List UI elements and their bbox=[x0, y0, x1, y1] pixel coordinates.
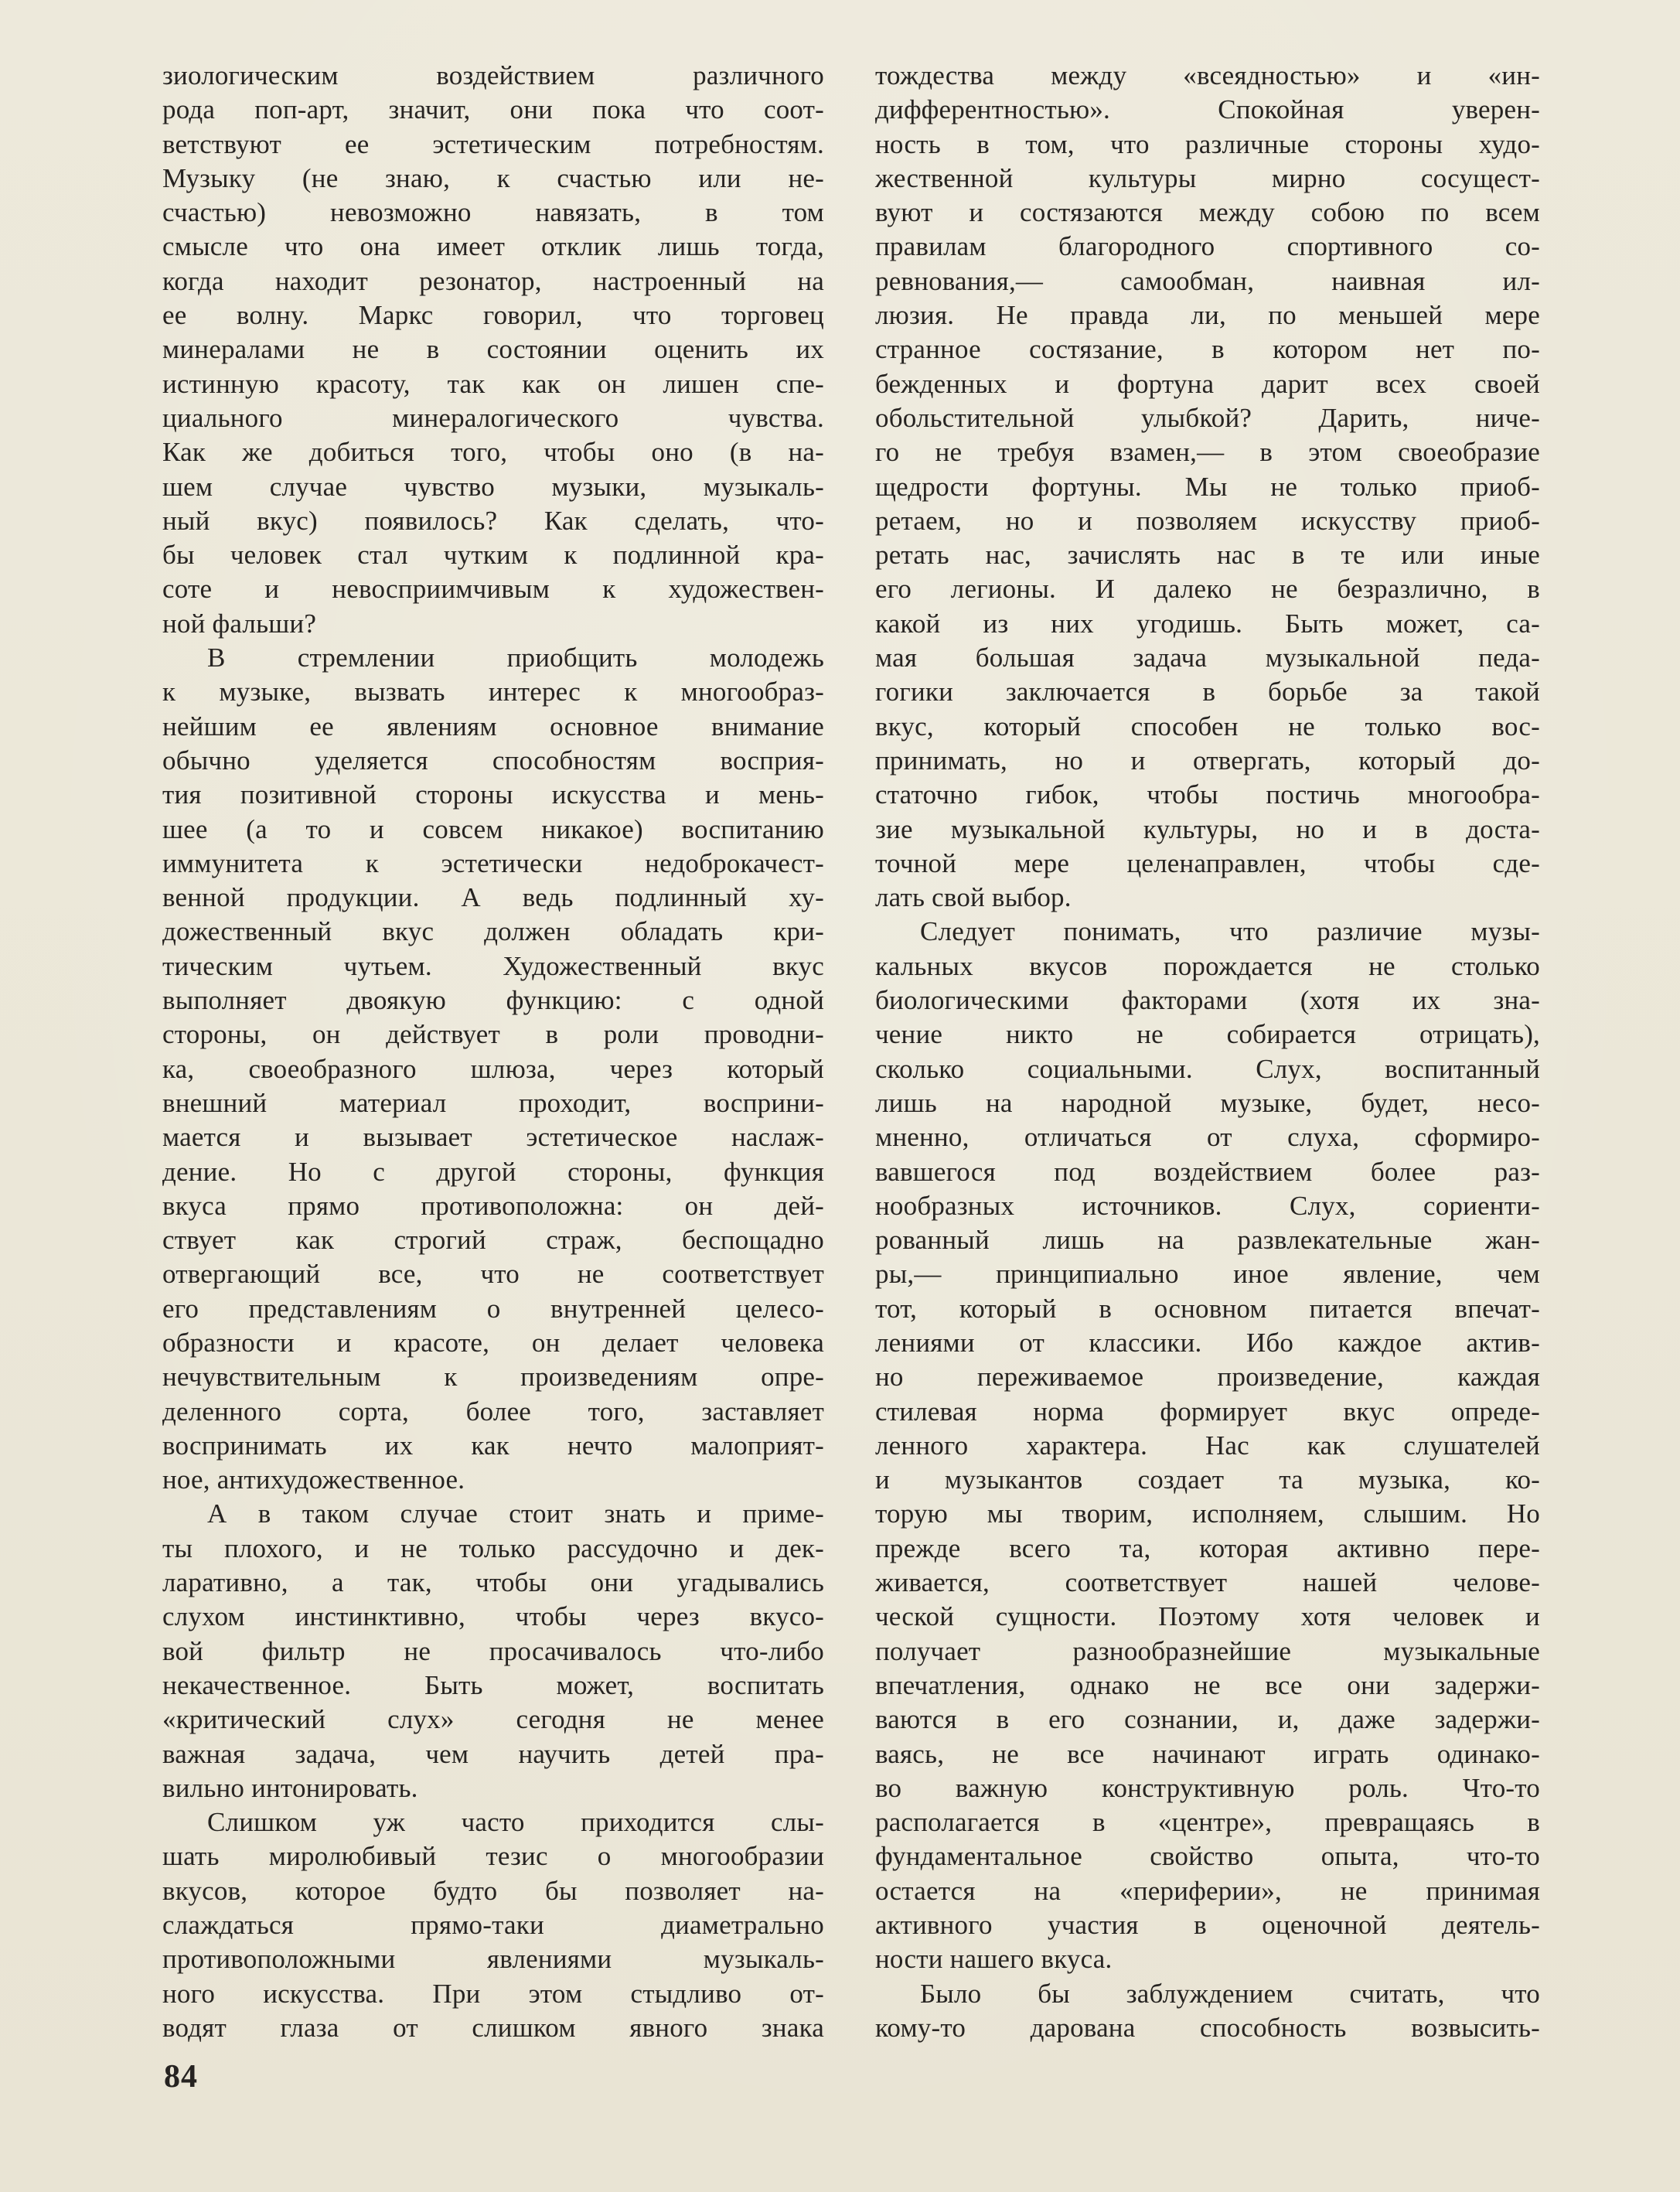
text-line: иммунитета к эстетически недоброкачест- bbox=[162, 847, 824, 878]
text-line: торую мы творим, исполняем, слышим. Но bbox=[875, 1498, 1540, 1529]
text-line: щедрости фортуны. Мы не только приоб- bbox=[875, 471, 1540, 502]
text-line: обольстительной улыбкой? Дарить, ниче- bbox=[875, 402, 1540, 433]
text-line: ее волну. Маркс говорил, что торговец bbox=[162, 300, 824, 331]
text-line: ности нашего вкуса. bbox=[875, 1944, 1113, 1975]
text-line: ларативно, а так, чтобы они угадывались bbox=[162, 1567, 824, 1598]
text-line: важная задача, чем научить детей пра- bbox=[162, 1738, 824, 1769]
text-line: располагается в «центре», превращаясь в bbox=[875, 1807, 1540, 1838]
text-line: Музыку (не знаю, к счастью или не- bbox=[162, 162, 824, 193]
text-line: мается и вызывает эстетическое наслаж- bbox=[162, 1122, 824, 1153]
text-line: когда находит резонатор, настроенный на bbox=[162, 265, 824, 296]
text-line: впечатления, однако не все они задержи- bbox=[875, 1669, 1540, 1700]
text-line: ствует как строгий страж, беспощадно bbox=[162, 1225, 824, 1256]
text-line: лениями от классики. Ибо каждое актив- bbox=[875, 1327, 1540, 1358]
text-line: сколько социальными. Слух, воспитанный bbox=[875, 1053, 1540, 1084]
text-line: его представлениям о внутренней целесо- bbox=[162, 1293, 824, 1324]
text-line: мненно, отличаться от слуха, сформиро- bbox=[875, 1122, 1540, 1153]
text-line: вкуса прямо противоположна: он дей- bbox=[162, 1190, 824, 1221]
text-line: ность в том, что различные стороны худо- bbox=[875, 128, 1540, 159]
text-line: рода поп-арт, значит, они пока что соот- bbox=[162, 94, 824, 125]
text-line: ревнования,— самообман, наивная ил- bbox=[875, 265, 1540, 296]
text-line: слухом инстинктивно, чтобы через вкусо- bbox=[162, 1601, 824, 1632]
text-line: его легионы. И далеко не безразлично, в bbox=[875, 574, 1540, 605]
text-line: В стремлении приобщить молодежь bbox=[207, 643, 824, 673]
text-line: прежде всего та, которая активно пере- bbox=[875, 1532, 1540, 1563]
text-line: лать свой выбор. bbox=[875, 882, 1072, 913]
text-line: вкус, который способен не только вос- bbox=[875, 711, 1540, 741]
text-line: выполняет двоякую функцию: с одной bbox=[162, 985, 824, 1016]
text-line: люзия. Не правда ли, по меньшей мере bbox=[875, 300, 1540, 331]
text-line: счастью) невозможно навязать, в том bbox=[162, 197, 824, 228]
text-line: живается, соответствует нашей челове- bbox=[875, 1567, 1540, 1598]
text-line: ветствуют ее эстетическим потребностям. bbox=[162, 128, 824, 159]
text-line: обычно уделяется способностям восприя- bbox=[162, 745, 824, 776]
text-line: тождества между «всеядностью» и «ин- bbox=[875, 60, 1540, 90]
text-line: тот, который в основном питается впечат- bbox=[875, 1293, 1540, 1324]
text-line: ретаем, но и позволяем искусству приоб- bbox=[875, 505, 1540, 536]
text-line: какой из них угодишь. Быть может, са- bbox=[875, 608, 1540, 639]
text-line: нейшим ее явлениям основное внимание bbox=[162, 711, 824, 741]
text-line: ры,— принципиально иное явление, чем bbox=[875, 1259, 1540, 1290]
text-line: деленного сорта, более того, заставляет bbox=[162, 1396, 824, 1427]
text-line: истинную красоту, так как он лишен спе- bbox=[162, 368, 824, 399]
text-line: дифферентностью». Спокойная уверен- bbox=[875, 94, 1540, 125]
text-line: тическим чутьем. Художественный вкус bbox=[162, 950, 824, 981]
text-line: некачественное. Быть может, воспитать bbox=[162, 1669, 824, 1700]
text-line: стилевая норма формирует вкус опреде- bbox=[875, 1396, 1540, 1427]
paragraph bbox=[162, 641, 824, 1497]
text-line: ваясь, не все начинают играть одинако- bbox=[875, 1738, 1540, 1769]
text-line: стороны, он действует в роли проводни- bbox=[162, 1019, 824, 1050]
text-line: ный вкус) появилось? Как сделать, что- bbox=[162, 505, 824, 536]
text-line: рованный лишь на развлекательные жан- bbox=[875, 1225, 1540, 1256]
text-line: и музыкантов создает та музыка, ко- bbox=[875, 1464, 1540, 1495]
text-line: биологическими факторами (хотя их зна- bbox=[875, 985, 1540, 1016]
text-line: ка, своеобразного шлюза, через который bbox=[162, 1053, 824, 1084]
text-line: ческой сущности. Поэтому хотя человек и bbox=[875, 1601, 1540, 1632]
text-line: принимать, но и отвергать, который до- bbox=[875, 745, 1540, 776]
text-line: лишь на народной музыке, будет, несо- bbox=[875, 1087, 1540, 1118]
text-line: шее (а то и совсем никакое) воспитанию bbox=[162, 813, 824, 844]
text-line: воспринимать их как нечто малоприят- bbox=[162, 1430, 824, 1461]
text-line: венной продукции. А ведь подлинный ху- bbox=[162, 882, 824, 913]
text-line: шать миролюбивый тезис о многообразии bbox=[162, 1841, 824, 1872]
paragraph bbox=[162, 1497, 824, 1805]
text-line: ленного характера. Нас как слушателей bbox=[875, 1430, 1540, 1461]
text-line: кому-то дарована способность возвысить- bbox=[875, 2012, 1540, 2043]
text-line: ного искусства. При этом стыдливо от- bbox=[162, 1978, 824, 2009]
text-line: остается на «периферии», не принимая bbox=[875, 1875, 1540, 1906]
text-line: точной мере целенаправлен, чтобы сде- bbox=[875, 847, 1540, 878]
paragraph bbox=[875, 1977, 1540, 2046]
paragraph bbox=[875, 59, 1540, 915]
text-column-left bbox=[162, 59, 824, 2045]
text-line: зиологическим воздействием различного bbox=[162, 60, 824, 90]
text-line: минералами не в состоянии оценить их bbox=[162, 334, 824, 365]
text-line: гогики заключается в борьбе за такой bbox=[875, 677, 1540, 707]
paragraph bbox=[875, 915, 1540, 1976]
text-line: вкусов, которое будто бы позволяет на- bbox=[162, 1875, 824, 1906]
text-line: статочно гибок, чтобы постичь многообра- bbox=[875, 779, 1540, 810]
text-line: ты плохого, и не только рассудочно и дек- bbox=[162, 1532, 824, 1563]
text-line: но переживаемое произведение, каждая bbox=[875, 1362, 1540, 1393]
text-line: кальных вкусов порождается не столько bbox=[875, 950, 1540, 981]
text-line: водят глаза от слишком явного знака bbox=[162, 2012, 824, 2043]
text-line: дение. Но с другой стороны, функция bbox=[162, 1156, 824, 1187]
text-line: тия позитивной стороны искусства и мень- bbox=[162, 779, 824, 810]
text-line: Слишком уж часто приходится слы- bbox=[207, 1807, 824, 1838]
text-line: бы человек стал чутким к подлинной кра- bbox=[162, 540, 824, 571]
text-line: активного участия в оценочной деятель- bbox=[875, 1910, 1540, 1941]
text-line: чение никто не собирается отрицать), bbox=[875, 1019, 1540, 1050]
text-line: «критический слух» сегодня не менее bbox=[162, 1704, 824, 1735]
text-line: вой фильтр не просачивалось что-либо bbox=[162, 1635, 824, 1666]
text-line: го не требуя взамен,— в этом своеобразие bbox=[875, 437, 1540, 468]
paragraph bbox=[162, 59, 824, 641]
text-line: фундаментальное свойство опыта, что-то bbox=[875, 1841, 1540, 1872]
text-line: противоположными явлениями музыкаль- bbox=[162, 1944, 824, 1975]
text-line: мая большая задача музыкальной педа- bbox=[875, 643, 1540, 673]
text-line: нообразных источников. Слух, сориенти- bbox=[875, 1190, 1540, 1221]
text-line: странное состязание, в котором нет по- bbox=[875, 334, 1540, 365]
text-line: вильно интонировать. bbox=[162, 1772, 418, 1803]
text-line: жественной культуры мирно сосущест- bbox=[875, 162, 1540, 193]
text-line: бежденных и фортуна дарит всех своей bbox=[875, 368, 1540, 399]
text-line: ное, антихудожественное. bbox=[162, 1464, 465, 1495]
page-number: 84 bbox=[164, 2059, 198, 2095]
text-line: во важную конструктивную роль. Что-то bbox=[875, 1772, 1540, 1803]
text-line: циального минералогического чувства. bbox=[162, 402, 824, 433]
text-line: получает разнообразнейшие музыкальные bbox=[875, 1635, 1540, 1666]
text-line: А в таком случае стоит знать и приме- bbox=[207, 1498, 824, 1529]
text-line: соте и невосприимчивым к художествен- bbox=[162, 574, 824, 605]
text-line: слаждаться прямо-таки диаметрально bbox=[162, 1910, 824, 1941]
text-line: Следует понимать, что различие музы- bbox=[920, 916, 1540, 947]
text-line: шем случае чувство музыки, музыкаль- bbox=[162, 471, 824, 502]
text-line: ной фальши? bbox=[162, 608, 317, 639]
text-line: образности и красоте, он делает человека bbox=[162, 1327, 824, 1358]
text-line: отвергающий все, что не соответствует bbox=[162, 1259, 824, 1290]
text-line: вавшегося под воздействием более раз- bbox=[875, 1156, 1540, 1187]
text-line: дожественный вкус должен обладать кри- bbox=[162, 916, 824, 947]
text-line: нечувствительным к произведениям опре- bbox=[162, 1362, 824, 1393]
text-line: Как же добиться того, чтобы оно (в на- bbox=[162, 437, 824, 468]
text-line: правилам благородного спортивного со- bbox=[875, 231, 1540, 262]
text-line: зие музыкальной культуры, но и в доста- bbox=[875, 813, 1540, 844]
text-line: вуют и состязаются между собою по всем bbox=[875, 197, 1540, 228]
paragraph bbox=[162, 1805, 824, 2045]
text-line: смысле что она имеет отклик лишь тогда, bbox=[162, 231, 824, 262]
text-line: ваются в его сознании, и, даже задержи- bbox=[875, 1704, 1540, 1735]
text-line: ретать нас, зачислять нас в те или иные bbox=[875, 540, 1540, 571]
text-line: Было бы заблуждением считать, что bbox=[920, 1978, 1540, 2009]
text-column-right bbox=[875, 59, 1540, 2045]
text-line: внешний материал проходит, восприни- bbox=[162, 1087, 824, 1118]
text-line: к музыке, вызвать интерес к многообраз- bbox=[162, 677, 824, 707]
